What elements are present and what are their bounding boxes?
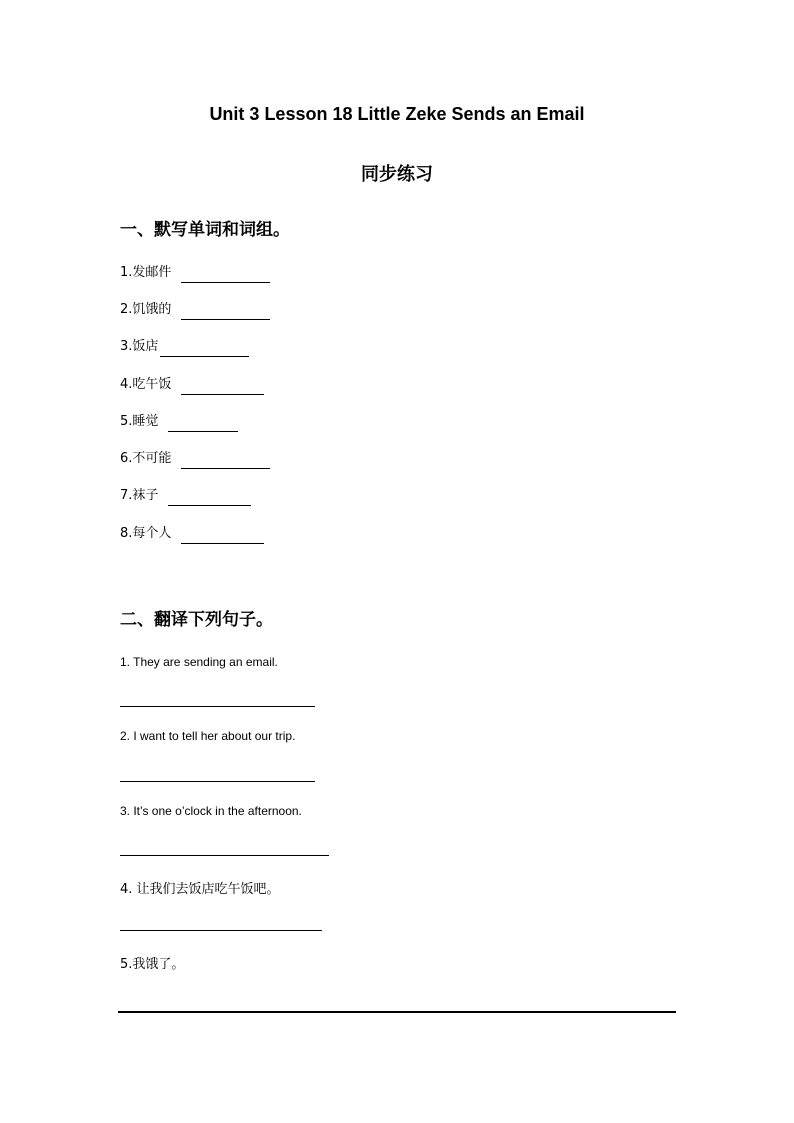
vocab-item bbox=[120, 375, 264, 395]
vocab-item bbox=[120, 412, 238, 432]
vocab-item bbox=[120, 263, 270, 283]
translation-prompt: 2. I want to tell her about our trip. bbox=[120, 729, 296, 743]
vocab-prompt: 7.袜子 bbox=[120, 488, 159, 503]
vocab-prompt: 1.发邮件 bbox=[120, 265, 172, 280]
vocab-prompt: 5.睡觉 bbox=[120, 414, 159, 429]
vocab-item bbox=[120, 486, 251, 506]
answer-blank[interactable] bbox=[160, 342, 249, 357]
answer-blank[interactable] bbox=[181, 305, 270, 320]
vocab-prompt: 8.每个人 bbox=[120, 526, 172, 541]
section-2-heading: 二、翻译下列句子。 bbox=[120, 610, 273, 630]
answer-line[interactable] bbox=[120, 930, 322, 931]
answer-blank[interactable] bbox=[168, 491, 251, 506]
worksheet-subtitle: 同步练习 bbox=[361, 164, 433, 185]
answer-line[interactable] bbox=[120, 706, 315, 707]
vocab-prompt: 6.不可能 bbox=[120, 451, 172, 466]
vocab-item bbox=[120, 337, 249, 357]
answer-blank[interactable] bbox=[181, 380, 264, 395]
vocab-prompt: 2.饥饿的 bbox=[120, 302, 172, 317]
translation-prompt: 4. 让我们去饭店吃午饭吧。 bbox=[120, 882, 280, 897]
footer-rule bbox=[118, 1011, 676, 1013]
vocab-item bbox=[120, 524, 264, 544]
answer-blank[interactable] bbox=[181, 454, 270, 469]
translation-prompt: 1. They are sending an email. bbox=[120, 655, 278, 669]
translation-prompt: 3. It’s one o’clock in the afternoon. bbox=[120, 804, 302, 818]
translation-prompt: 5.我饿了。 bbox=[120, 957, 185, 972]
vocab-item bbox=[120, 300, 270, 320]
answer-blank[interactable] bbox=[181, 268, 270, 283]
answer-blank[interactable] bbox=[168, 417, 238, 432]
vocab-item bbox=[120, 449, 270, 469]
answer-line[interactable] bbox=[120, 781, 315, 782]
section-1-heading: 一、默写单词和词组。 bbox=[120, 220, 290, 240]
worksheet-title: Unit 3 Lesson 18 Little Zeke Sends an Email bbox=[209, 104, 585, 124]
answer-line[interactable] bbox=[120, 855, 329, 856]
vocab-prompt: 3.饭店 bbox=[120, 339, 159, 354]
vocab-prompt: 4.吃午饭 bbox=[120, 377, 172, 392]
answer-blank[interactable] bbox=[181, 529, 264, 544]
